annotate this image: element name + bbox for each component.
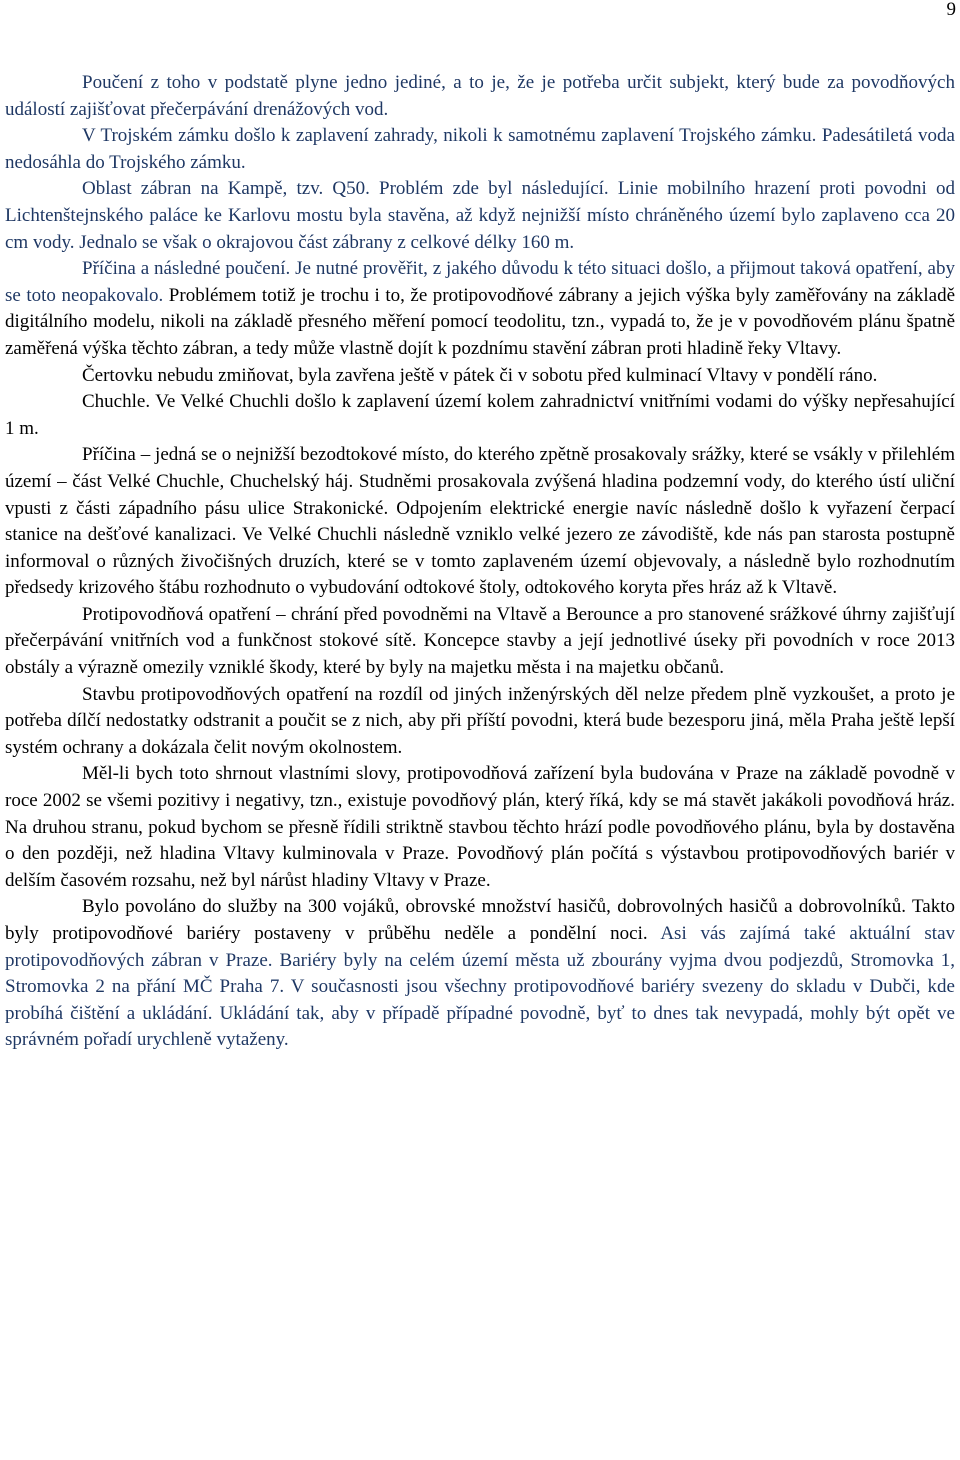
paragraph-text: Asi vás zajímá také aktuální stav protipovodňových zábran v Praze. Bariéry byly na celém území města už zbourány vyjma dvou podjezdů, Stromovka 1, Stromovka 2 na přání MČ Praha 7. V současnosti jsou všechny protipovodňové bariéry svezeny do skladu v Dubči, kde probíhá čištění a ukládání. Ukládání tak, aby v případě případné povodně, byť to dnes tak nevypadá, mohly být opět ve správném pořadí urychleně vytaženy.	[5, 923, 955, 1051]
paragraph-text: Problémem totiž je trochu i to, že protipovodňové zábrany a jejich výška byly zaměřovány na základě digitálního modelu, nikoli na základě přesného měření pomocí teodolitu, tzn., vypadá to, že je v povodňovém plánu špatně zaměřená výška těchto zábran, a tedy může vlastně dojít k pozdnímu stavění zábran proti hladině řeky Vltavy.	[5, 284, 955, 359]
document-body	[5, 70, 955, 1054]
paragraph	[5, 761, 955, 894]
paragraph	[5, 442, 955, 602]
paragraph	[5, 256, 955, 362]
page-number: 9	[946, 0, 956, 20]
paragraph	[5, 70, 955, 123]
paragraph-text: V Trojském zámku došlo k zaplavení zahrady, nikoli k samotnému zaplavení Trojského zámku. Padesátiletá voda nedosáhla do Trojského zámku.	[5, 125, 955, 173]
paragraph	[5, 602, 955, 682]
paragraph-text: Příčina – jedná se o nejnižší bezodtokové místo, do kterého zpětně prosakovaly srážky, které se vsákly v přilehlém území – část Velké Chuchle, Chuchelský háj. Studněmi prosakovala zvýšená hladina podzemní vody, do kterého ústí uliční vpusti z části západního pásu ulice Strakonické. Odpojením elektrické energie navíc následně došlo k vyřazení čerpací stanice na dešťové kanalizaci. Ve Velké Chuchli následně vzniklo velké jezero ze závodiště, kde nás pan starosta postupně informoval o různých živočišných druzích, které se v tomto zaplaveném území objevovaly, a následně bylo rozhodnutím předsedy krizového štábu rozhodnuto o vybudování odtokové štoly, odtokového koryta přes hráz až k Vltavě.	[5, 444, 955, 599]
paragraph-text: Poučení z toho v podstatě plyne jedno jediné, a to je, že je potřeba určit subjekt, který bude za povodňových událostí zajišťovat přečerpávání drenážových vod.	[5, 72, 955, 120]
paragraph	[5, 389, 955, 442]
paragraph	[5, 123, 955, 176]
paragraph-text: Příčina a následné poučení. Je nutné prověřit, z jakého důvodu k této situaci došlo, a přijmout taková opatření, aby se toto neopakovalo.	[5, 258, 955, 306]
paragraph-text: Oblast zábran na Kampě, tzv. Q50. Problém zde byl následující. Linie mobilního hrazení proti povodni od Lichtenštejnského paláce ke Karlovu mostu byla stavěna, až když nejnižší místo chráněného území bylo zaplaveno cca 20 cm vody. Jednalo se však o okrajovou část zábrany z celkové délky 160 m.	[5, 178, 955, 253]
paragraph	[5, 176, 955, 256]
paragraph	[5, 363, 955, 390]
paragraph-text: Měl-li bych toto shrnout vlastními slovy, protipovodňová zařízení byla budována v Praze na základě povodně v roce 2002 se všemi pozitivy i negativy, tzn., existuje povodňový plán, který říká, kdy se má stavět jakákoli povodňová hráz. Na druhou stranu, pokud bychom se přesně řídili striktně stavbou těchto hrází podle povodňového plánu, byla by dostavěna o den později, než hladina Vltavy kulminovala v Praze. Povodňový plán počítá s výstavbou protipovodňových bariér v delším časovém rozsahu, než byl nárůst hladiny Vltavy v Praze.	[5, 763, 955, 891]
paragraph	[5, 894, 955, 1054]
paragraph	[5, 682, 955, 762]
paragraph-text: Bylo povoláno do služby na 300 vojáků, obrovské množství hasičů, dobrovolných hasičů a dobrovolníků. Takto byly protipovodňové bariéry postaveny v průběhu neděle a pondělní noci.	[5, 896, 955, 944]
paragraph-text: Stavbu protipovodňových opatření na rozdíl od jiných inženýrských děl nelze předem plně vyzkoušet, a proto je potřeba dílčí nedostatky odstranit a poučit se z nich, aby při příští povodni, která bude bezesporu jiná, měla Praha ještě lepší systém ochrany a dokázala čelit novým okolnostem.	[5, 683, 955, 758]
paragraph-text: Chuchle. Ve Velké Chuchli došlo k zaplavení území kolem zahradnictví vnitřními vodami do výšky nepřesahující 1 m.	[5, 391, 955, 439]
paragraph-text: Čertovku nebudu zmiňovat, byla zavřena ještě v pátek či v sobotu před kulminací Vltavy v pondělí ráno.	[82, 364, 878, 386]
paragraph-text: Protipovodňová opatření – chrání před povodněmi na Vltavě a Berounce a pro stanovené srážkové úhrny zajišťují přečerpávání vnitřních vod a funkčnost stokové sítě. Koncepce stavby a její jednotlivé úseky při povodních v roce 2013 obstály a výrazně omezily vzniklé škody, které by byly na majetku města i na majetku občanů.	[5, 603, 955, 679]
